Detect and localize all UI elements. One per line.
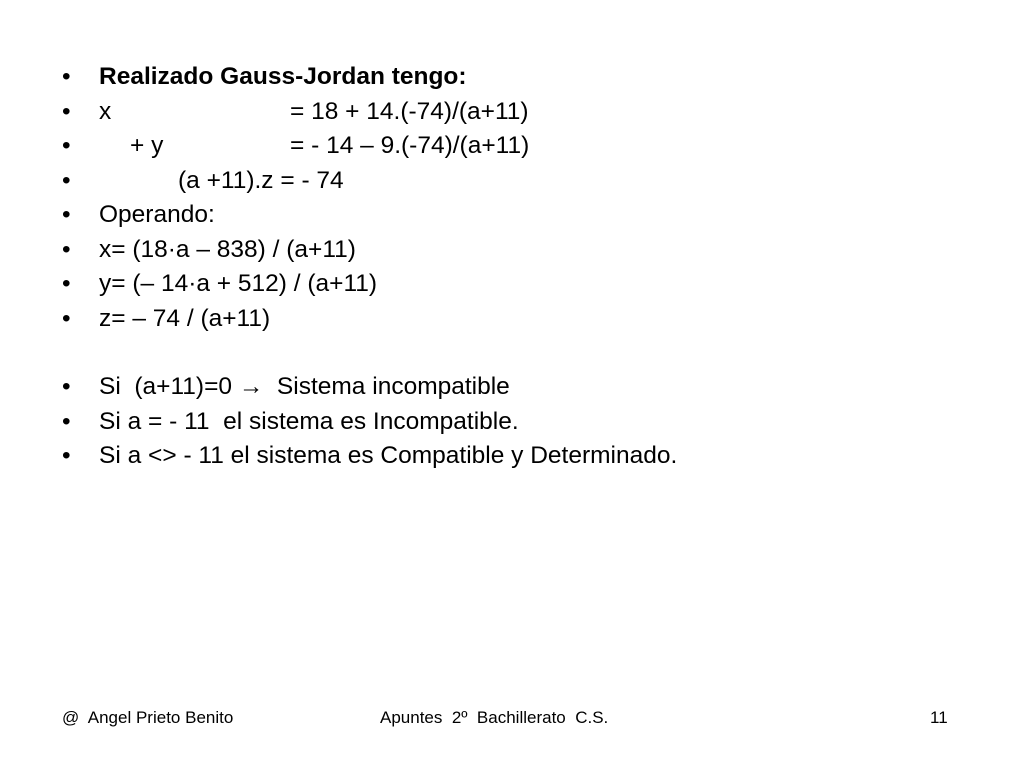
compatible-text: Si a <> - 11 el sistema es Compatible y Determinado.	[99, 442, 678, 469]
bullet-icon: •	[62, 63, 71, 90]
list-item-operando	[62, 198, 1002, 233]
bullet-icon: •	[62, 235, 71, 263]
operando-label: Operando:	[99, 201, 215, 228]
incompatible-text: Si a = - 11 el sistema es Incompatible.	[99, 407, 519, 435]
bullet-icon: •	[62, 373, 71, 400]
equation-lhs: x	[99, 97, 112, 125]
list-item-condition	[62, 370, 1002, 405]
list-item-x	[62, 233, 1002, 268]
equation-text: (a +11).z = - 74	[178, 166, 344, 194]
equation-rhs: = 18 + 14.(-74)/(a+11)	[290, 97, 529, 125]
bullet-icon: •	[62, 270, 71, 297]
equation-rhs: = - 14 – 9.(-74)/(a+11)	[290, 132, 530, 159]
list-item-equation-1	[62, 95, 1002, 130]
bullet-icon: •	[62, 166, 71, 194]
bullet-icon: •	[62, 407, 71, 435]
footer-page-number: 11	[930, 708, 948, 727]
bullet-icon: •	[62, 442, 71, 469]
list-item-equation-3	[62, 164, 1002, 199]
slide-heading: Realizado Gauss-Jordan tengo:	[99, 63, 467, 90]
footer-course: Apuntes 2º Bachillerato C.S.	[380, 708, 609, 727]
list-item-y	[62, 267, 1002, 302]
bullet-icon: •	[62, 201, 71, 228]
bullet-icon: •	[62, 97, 71, 125]
list-item-incompatible	[62, 405, 1002, 440]
list-item-equation-2	[62, 129, 1002, 164]
list-item-z	[62, 302, 1002, 337]
equation-lhs: + y	[130, 132, 164, 159]
bullet-icon: •	[62, 304, 71, 332]
footer-author: @ Angel Prieto Benito	[62, 708, 234, 727]
z-solution: z= – 74 / (a+11)	[99, 304, 271, 332]
list-item-heading	[62, 60, 1002, 95]
x-solution: x= (18·a – 838) / (a+11)	[99, 235, 356, 263]
bullet-list	[62, 60, 1002, 474]
condition-text: Si (a+11)=0 → Sistema incompatible	[99, 373, 510, 400]
bullet-icon: •	[62, 132, 71, 159]
list-item-compatible	[62, 439, 1002, 474]
y-solution: y= (– 14·a + 512) / (a+11)	[99, 270, 378, 297]
